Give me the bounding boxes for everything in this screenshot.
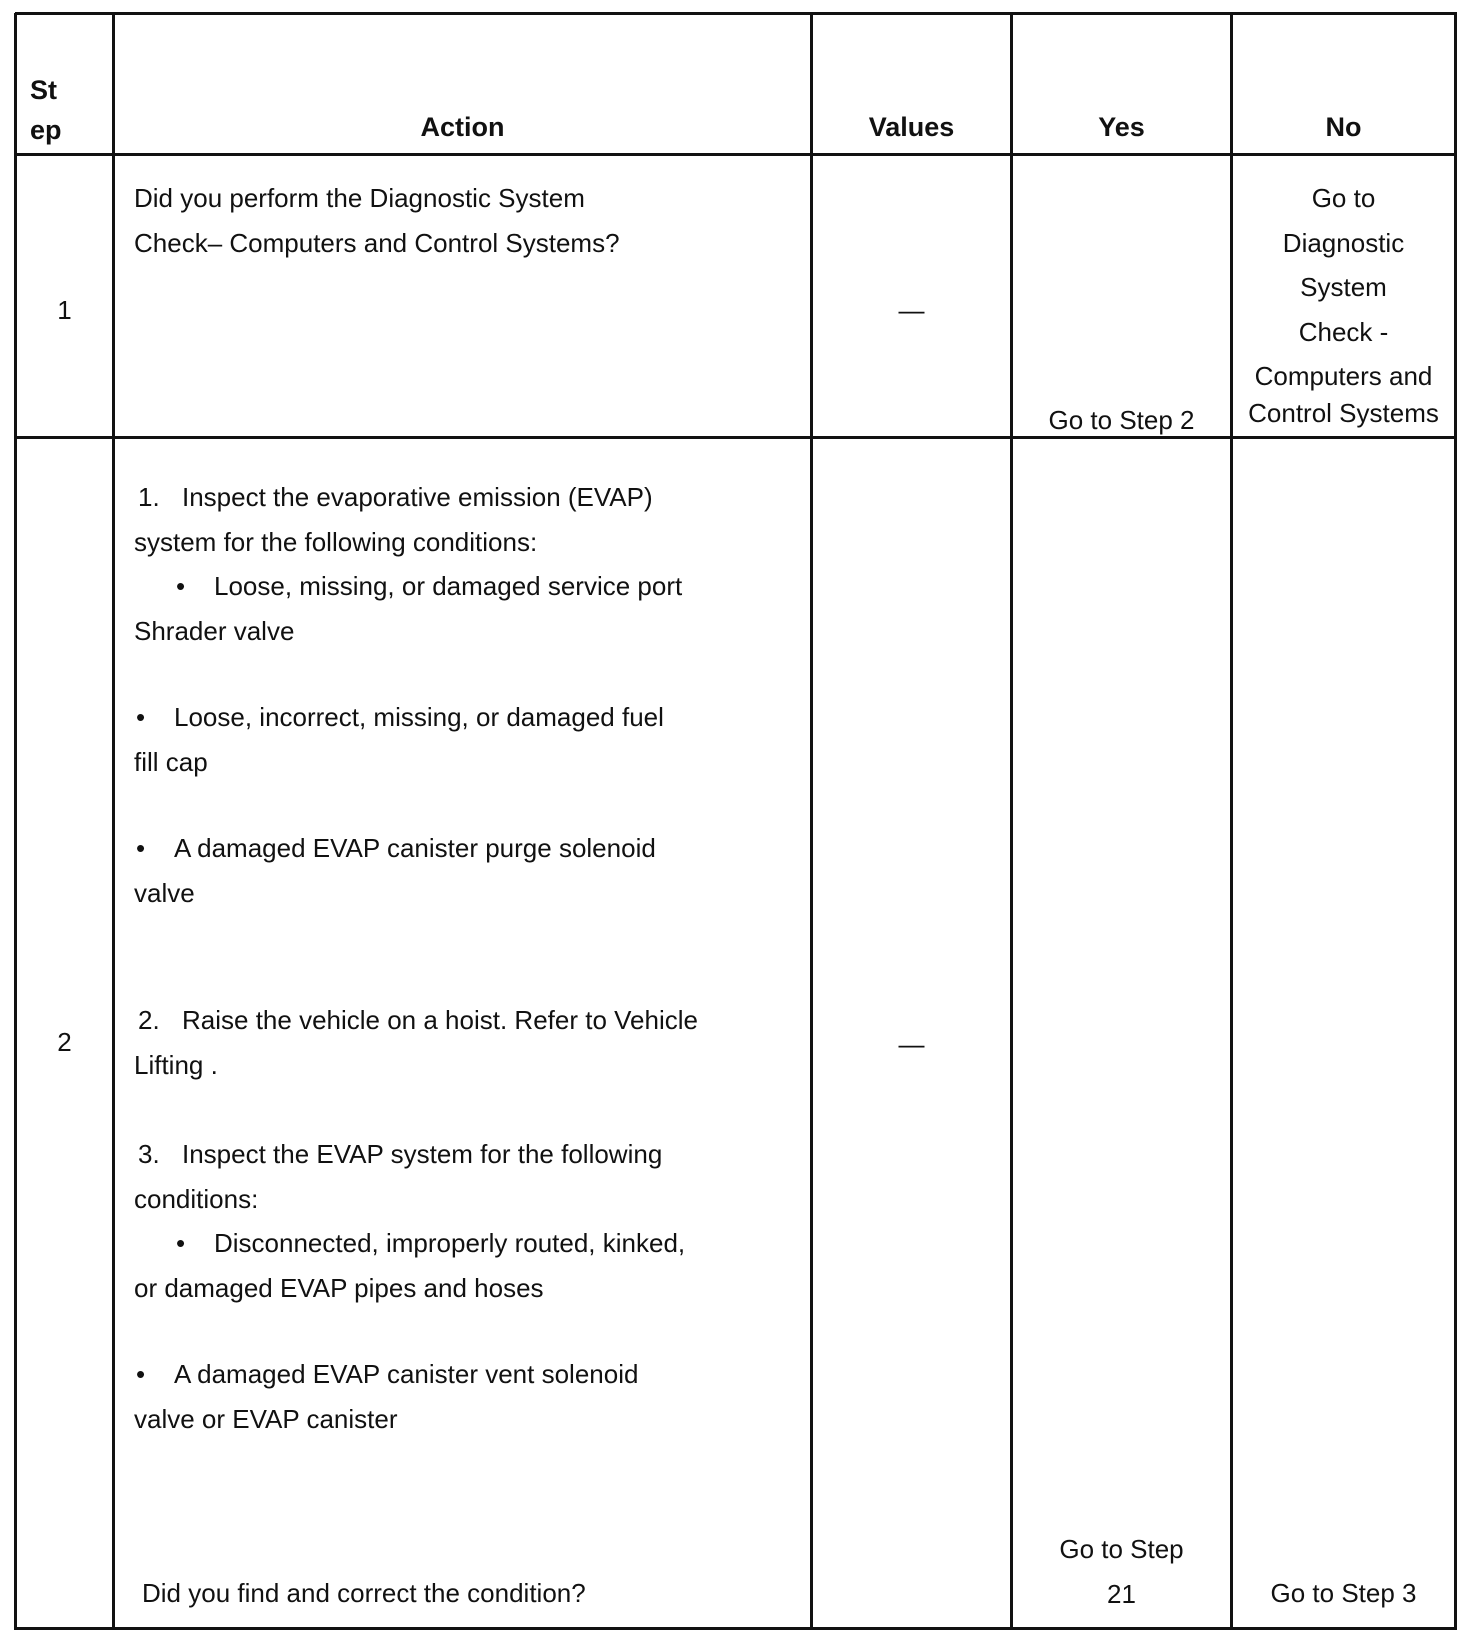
action-line-text: Disconnected, improperly routed, kinked, — [214, 1228, 686, 1258]
yes-cell: Go to Step 2 — [1048, 405, 1195, 435]
action-line — [134, 826, 656, 871]
no-cell — [1233, 176, 1454, 435]
table-border-top — [15, 12, 1457, 15]
yes-cell — [1013, 1527, 1230, 1616]
list-number: 2. — [138, 1005, 160, 1035]
step-number: 2 — [57, 1027, 72, 1057]
header-no: No — [1325, 112, 1362, 142]
action-line-text: Inspect the EVAP system for the following — [182, 1139, 663, 1169]
action-text — [134, 176, 620, 265]
condition-bullet — [134, 1352, 638, 1441]
action-line — [134, 1352, 638, 1397]
values-cell: — — [898, 1029, 925, 1059]
no-cell: Go to Step 3 — [1270, 1578, 1417, 1608]
action-line — [134, 475, 653, 520]
condition-bullet — [134, 826, 656, 915]
action-line — [134, 998, 698, 1043]
header-action: Action — [420, 112, 505, 142]
row-divider — [15, 436, 1457, 439]
column-divider-values — [1010, 13, 1013, 1630]
bullet-marker: • — [136, 1359, 146, 1389]
column-divider-action — [810, 13, 813, 1630]
no-line: Diagnostic — [1282, 227, 1405, 258]
yes-line: 21 — [1107, 1578, 1136, 1609]
step-number: 1 — [57, 295, 72, 325]
column-divider-step — [112, 13, 115, 1630]
list-number: 3. — [138, 1139, 160, 1169]
header-step — [30, 70, 62, 150]
header-yes: Yes — [1098, 112, 1145, 142]
condition-bullet — [134, 1221, 685, 1310]
header-divider — [15, 153, 1457, 156]
bullet-marker: • — [176, 1228, 186, 1258]
no-line: System — [1300, 272, 1387, 302]
action-line — [134, 1132, 662, 1177]
header-values: Values — [868, 112, 955, 142]
action-line — [134, 695, 664, 740]
action-line: Lifting . — [134, 1049, 218, 1080]
action-line — [134, 1221, 685, 1266]
list-number: 1. — [138, 482, 160, 512]
no-line: Go to — [1311, 183, 1376, 213]
action-line: conditions: — [134, 1183, 259, 1214]
action-line-text: Raise the vehicle on a hoist. Refer to Vehicle — [182, 1005, 698, 1035]
action-line: valve — [134, 877, 195, 908]
action-line: fill cap — [134, 746, 208, 777]
table-border-right — [1454, 13, 1457, 1630]
no-line: Check - — [1298, 316, 1389, 347]
action-line-text: Inspect the evaporative emission (EVAP) — [182, 482, 653, 512]
action-line: Check– Computers and Control Systems? — [134, 227, 620, 258]
action-step-3 — [134, 1132, 662, 1221]
action-line-text: Loose, missing, or damaged service port — [214, 571, 683, 601]
action-step-2 — [134, 998, 698, 1087]
table-border-bottom — [15, 1627, 1457, 1630]
action-line-text: Loose, incorrect, missing, or damaged fuel — [174, 702, 664, 732]
action-line: or damaged EVAP pipes and hoses — [134, 1272, 544, 1303]
action-line — [134, 564, 682, 609]
table-border-left — [14, 13, 17, 1630]
action-line: valve or EVAP canister — [134, 1403, 398, 1434]
action-line: Shrader valve — [134, 615, 295, 646]
action-step-1 — [134, 475, 653, 564]
yes-line: Go to Step — [1059, 1534, 1184, 1564]
action-line: Did you perform the Diagnostic System — [134, 183, 585, 213]
condition-bullet — [134, 564, 682, 653]
action-line-text: A damaged EVAP canister purge solenoid — [174, 833, 656, 863]
bullet-marker: • — [176, 571, 186, 601]
action-line: system for the following conditions: — [134, 526, 538, 557]
no-line: Control Systems — [1248, 397, 1439, 428]
condition-bullet — [134, 695, 664, 784]
action-line-text: A damaged EVAP canister vent solenoid — [174, 1359, 639, 1389]
values-cell: — — [898, 295, 925, 325]
bullet-marker: • — [136, 833, 146, 863]
header-step-line: St — [30, 75, 57, 105]
header-step-line: ep — [30, 115, 62, 145]
no-line: Computers and — [1254, 361, 1433, 391]
bullet-marker: • — [136, 702, 146, 732]
action-question: Did you find and correct the condition? — [142, 1578, 586, 1608]
